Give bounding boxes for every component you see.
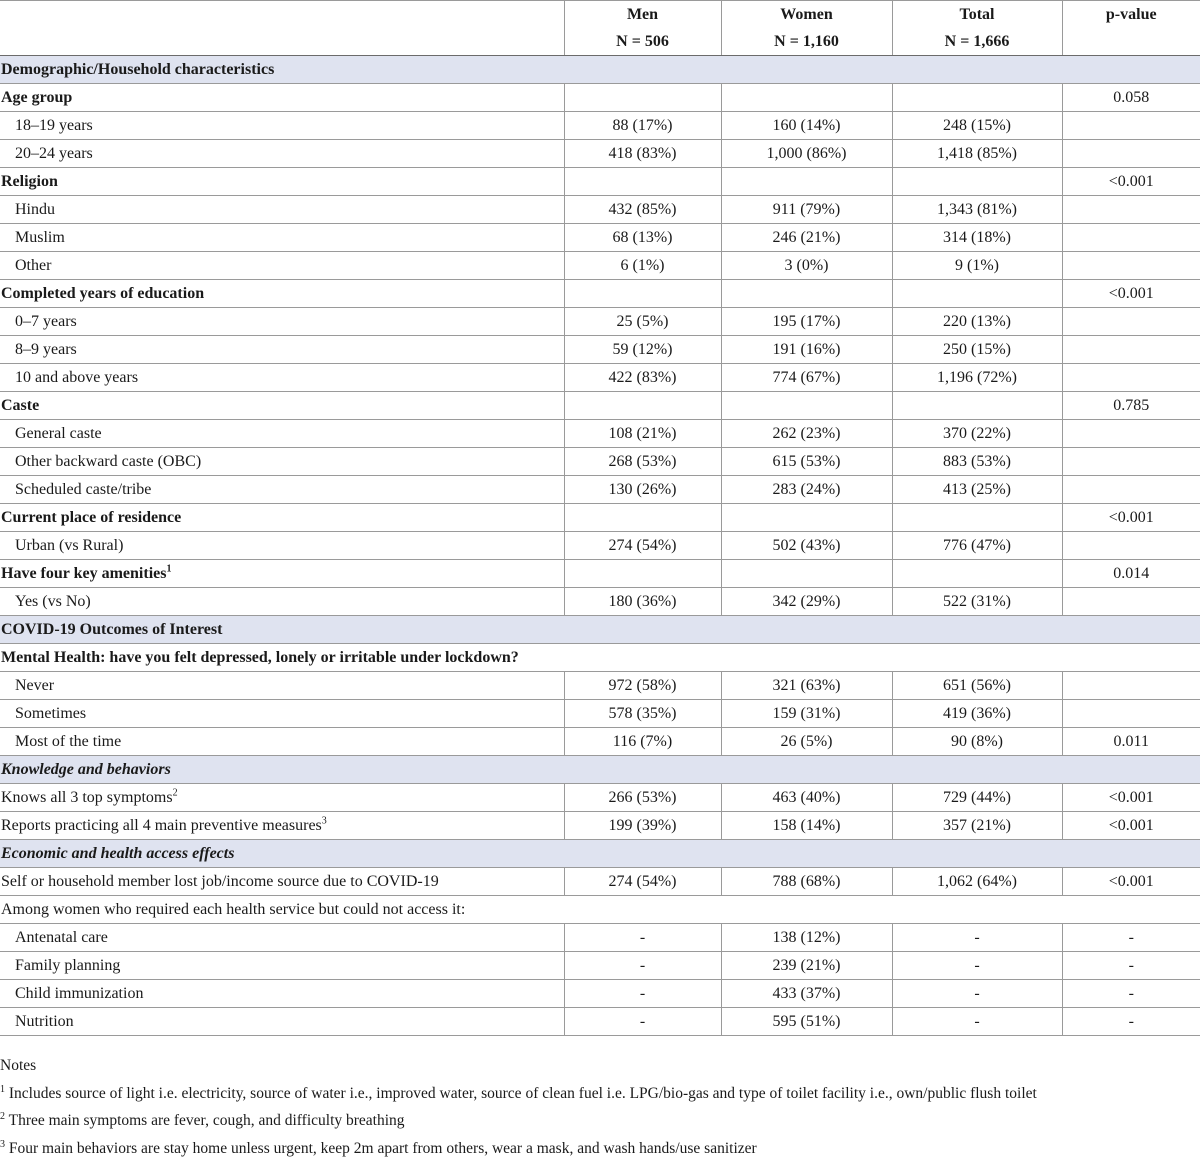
row-label-text: Urban (vs Rural) (15, 537, 124, 554)
row-label-text: COVID-19 Outcomes of Interest (1, 621, 223, 638)
cell-women: 262 (23%) (721, 420, 892, 448)
row-label (0, 812, 564, 840)
cell-total: 413 (25%) (892, 476, 1062, 504)
table-row (0, 1008, 1200, 1036)
group-row (0, 280, 1200, 308)
table-header (0, 1, 1200, 56)
note-1-text: Includes source of light i.e. electricity, source of water i.e., improved water, source of clean fuel i.e. LPG/bio-gas and type of toilet facility i.e., own/public flush toilet (5, 1084, 1037, 1102)
row-label-text: 10 and above years (15, 369, 139, 386)
footnote-mark: 3 (321, 815, 327, 827)
cell-total: - (892, 924, 1062, 952)
cell-women (721, 504, 892, 532)
header-blank-cell (0, 28, 564, 56)
row-label-text: Child immunization (15, 985, 144, 1002)
cell-men: 59 (12%) (564, 336, 721, 364)
cell-women: 321 (63%) (721, 672, 892, 700)
cell-women (721, 84, 892, 112)
cell-p-value: 0.785 (1062, 392, 1200, 420)
cell-total: 883 (53%) (892, 448, 1062, 476)
subsection-header-row (0, 644, 1200, 672)
note-3-text: Four main behaviors are stay home unless urgent, keep 2m apart from others, wear a mask, and wash hands/use sanitizer (5, 1139, 757, 1157)
cell-p-value (1062, 308, 1200, 336)
row-label-text: Antenatal care (15, 929, 108, 946)
cell-p-value (1062, 112, 1200, 140)
row-label-text: Economic and health access effects (1, 845, 235, 862)
header-women-n: N = 1,160 (721, 28, 892, 56)
row-label-text: Among women who required each health service but could not access it: (1, 901, 466, 918)
cell-men: - (564, 1008, 721, 1036)
subsection-header-row (0, 896, 1200, 924)
table-row (0, 952, 1200, 980)
cell-men (564, 280, 721, 308)
header-men: Men (564, 1, 721, 29)
cell-men: 25 (5%) (564, 308, 721, 336)
section-header-row (0, 840, 1200, 868)
cell-total: 357 (21%) (892, 812, 1062, 840)
section-title (0, 896, 1200, 924)
cell-total: 1,196 (72%) (892, 364, 1062, 392)
row-label-text: Family planning (15, 957, 121, 974)
cell-men: 68 (13%) (564, 224, 721, 252)
row-label (0, 280, 564, 308)
row-label-text: Never (15, 677, 55, 694)
footnote-mark: 2 (172, 787, 178, 799)
cell-total: - (892, 1008, 1062, 1036)
cell-p-value (1062, 252, 1200, 280)
table-row (0, 140, 1200, 168)
table-row (0, 308, 1200, 336)
cell-total: 370 (22%) (892, 420, 1062, 448)
cell-total (892, 84, 1062, 112)
row-label-text: Religion (1, 173, 58, 190)
row-label (0, 700, 564, 728)
row-label-text: Other (15, 257, 52, 274)
row-label (0, 672, 564, 700)
group-row (0, 504, 1200, 532)
cell-women: 246 (21%) (721, 224, 892, 252)
cell-total (892, 392, 1062, 420)
cell-p-value: - (1062, 952, 1200, 980)
row-label-text: Current place of residence (1, 509, 182, 526)
row-label-text: Scheduled caste/tribe (15, 481, 152, 498)
cell-total: 419 (36%) (892, 700, 1062, 728)
cell-men: 268 (53%) (564, 448, 721, 476)
cell-men: 108 (21%) (564, 420, 721, 448)
cell-women: 595 (51%) (721, 1008, 892, 1036)
cell-women: 1,000 (86%) (721, 140, 892, 168)
cell-p-value (1062, 700, 1200, 728)
row-label (0, 196, 564, 224)
row-label (0, 168, 564, 196)
table-row (0, 224, 1200, 252)
row-label (0, 84, 564, 112)
footnote-mark: 1 (166, 563, 172, 575)
cell-p-value: <0.001 (1062, 504, 1200, 532)
row-label (0, 980, 564, 1008)
row-label-text: Caste (1, 397, 40, 414)
cell-women: 160 (14%) (721, 112, 892, 140)
table-row (0, 868, 1200, 896)
cell-p-value (1062, 448, 1200, 476)
cell-women: 502 (43%) (721, 532, 892, 560)
group-row (0, 168, 1200, 196)
cell-p-value: <0.001 (1062, 168, 1200, 196)
row-label-text: Mental Health: have you felt depressed, lonely or irritable under lockdown? (1, 649, 519, 666)
cell-total: 220 (13%) (892, 308, 1062, 336)
row-label-text: Reports practicing all 4 main preventive measures (1, 817, 322, 834)
cell-women: 158 (14%) (721, 812, 892, 840)
table-body (0, 56, 1200, 1036)
cell-p-value: 0.014 (1062, 560, 1200, 588)
row-label-text: Yes (vs No) (15, 593, 91, 610)
cell-p-value: 0.011 (1062, 728, 1200, 756)
row-label-text: Self or household member lost job/income source due to COVID-19 (1, 873, 439, 890)
note-3 (0, 1135, 1200, 1163)
row-label (0, 952, 564, 980)
cell-men: 972 (58%) (564, 672, 721, 700)
table-row (0, 364, 1200, 392)
group-row (0, 560, 1200, 588)
section-header-row (0, 616, 1200, 644)
header-total-n: N = 1,666 (892, 28, 1062, 56)
note-2-text: Three main symptoms are fever, cough, and difficulty breathing (5, 1112, 405, 1129)
cell-women: 239 (21%) (721, 952, 892, 980)
cell-total: 1,343 (81%) (892, 196, 1062, 224)
cell-men: 432 (85%) (564, 196, 721, 224)
note-2-mark: 2 (0, 1110, 5, 1122)
header-row-names (0, 1, 1200, 29)
cell-women (721, 280, 892, 308)
cell-total (892, 280, 1062, 308)
table-row (0, 924, 1200, 952)
cell-p-value (1062, 588, 1200, 616)
cell-men: 418 (83%) (564, 140, 721, 168)
cell-men: 180 (36%) (564, 588, 721, 616)
cell-p-value: <0.001 (1062, 280, 1200, 308)
header-p-value-n (1062, 28, 1200, 56)
cell-p-value: <0.001 (1062, 784, 1200, 812)
cell-total: 729 (44%) (892, 784, 1062, 812)
table-row (0, 448, 1200, 476)
cell-men (564, 504, 721, 532)
row-label-text: Most of the time (15, 733, 122, 750)
cell-p-value (1062, 224, 1200, 252)
note-1-mark: 1 (0, 1083, 5, 1095)
cell-men: 116 (7%) (564, 728, 721, 756)
section-title (0, 616, 1200, 644)
header-p-value: p-value (1062, 1, 1200, 29)
table-row (0, 420, 1200, 448)
cell-men: 266 (53%) (564, 784, 721, 812)
cell-total: 651 (56%) (892, 672, 1062, 700)
cell-men: - (564, 952, 721, 980)
row-label (0, 560, 564, 588)
cell-men: 88 (17%) (564, 112, 721, 140)
row-label (0, 728, 564, 756)
row-label (0, 588, 564, 616)
note-2 (0, 1107, 1200, 1135)
row-label-text: 20–24 years (15, 145, 93, 162)
cell-p-value (1062, 420, 1200, 448)
table-row (0, 196, 1200, 224)
note-1 (0, 1080, 1200, 1108)
cell-p-value: 0.058 (1062, 84, 1200, 112)
cell-men: 578 (35%) (564, 700, 721, 728)
row-label-text: Age group (1, 89, 73, 106)
cell-p-value (1062, 476, 1200, 504)
cell-women (721, 392, 892, 420)
table-row (0, 336, 1200, 364)
row-label (0, 364, 564, 392)
cell-p-value (1062, 532, 1200, 560)
cell-total: 248 (15%) (892, 112, 1062, 140)
section-title (0, 840, 1200, 868)
row-label (0, 420, 564, 448)
cell-p-value: <0.001 (1062, 868, 1200, 896)
cell-total: 9 (1%) (892, 252, 1062, 280)
row-label-text: Muslim (15, 229, 65, 246)
header-row-sample-sizes (0, 28, 1200, 56)
cell-men (564, 168, 721, 196)
cell-p-value (1062, 672, 1200, 700)
group-row (0, 392, 1200, 420)
table-row (0, 476, 1200, 504)
row-label-text: Hindu (15, 201, 55, 218)
header-total: Total (892, 1, 1062, 29)
table-row (0, 112, 1200, 140)
cell-men (564, 84, 721, 112)
cell-women: 342 (29%) (721, 588, 892, 616)
cell-women: 788 (68%) (721, 868, 892, 896)
row-label-text: Other backward caste (OBC) (15, 453, 202, 470)
row-label-text: 18–19 years (15, 117, 93, 134)
cell-total (892, 504, 1062, 532)
row-label-text: Sometimes (15, 705, 87, 722)
row-label (0, 112, 564, 140)
cell-total: 314 (18%) (892, 224, 1062, 252)
section-header-row (0, 756, 1200, 784)
header-men-n: N = 506 (564, 28, 721, 56)
cell-total: 250 (15%) (892, 336, 1062, 364)
cell-men: - (564, 924, 721, 952)
section-title (0, 756, 1200, 784)
table-row (0, 980, 1200, 1008)
row-label-text: Nutrition (15, 1013, 74, 1030)
cell-total (892, 168, 1062, 196)
row-label-text: 0–7 years (15, 313, 77, 330)
row-label (0, 532, 564, 560)
table-row (0, 812, 1200, 840)
row-label-text: Knowledge and behaviors (1, 761, 171, 778)
section-title (0, 644, 1200, 672)
cell-women: 463 (40%) (721, 784, 892, 812)
cell-women (721, 168, 892, 196)
header-blank-cell (0, 1, 564, 29)
table-row (0, 672, 1200, 700)
cell-men (564, 392, 721, 420)
cell-women (721, 560, 892, 588)
notes-title: Notes (0, 1057, 37, 1074)
note-3-mark: 3 (0, 1138, 5, 1150)
cell-p-value: <0.001 (1062, 812, 1200, 840)
group-row (0, 84, 1200, 112)
cell-women: 283 (24%) (721, 476, 892, 504)
cell-women: 195 (17%) (721, 308, 892, 336)
row-label (0, 140, 564, 168)
cell-women: 26 (5%) (721, 728, 892, 756)
cell-total: - (892, 952, 1062, 980)
row-label (0, 924, 564, 952)
cell-women: 3 (0%) (721, 252, 892, 280)
cell-total: 776 (47%) (892, 532, 1062, 560)
row-label-text: 8–9 years (15, 341, 77, 358)
cell-p-value (1062, 196, 1200, 224)
cell-p-value: - (1062, 924, 1200, 952)
cell-total: 90 (8%) (892, 728, 1062, 756)
row-label (0, 868, 564, 896)
row-label (0, 336, 564, 364)
cell-women: 911 (79%) (721, 196, 892, 224)
cell-p-value: - (1062, 980, 1200, 1008)
cell-women: 191 (16%) (721, 336, 892, 364)
cell-men: 274 (54%) (564, 868, 721, 896)
cell-p-value (1062, 364, 1200, 392)
cell-men: 274 (54%) (564, 532, 721, 560)
row-label (0, 1008, 564, 1036)
row-label-text: Have four key amenities (1, 565, 167, 582)
table-row (0, 700, 1200, 728)
section-title (0, 56, 1200, 84)
row-label-text: Completed years of education (1, 285, 205, 302)
row-label (0, 224, 564, 252)
row-label-text: Demographic/Household characteristics (1, 61, 275, 78)
section-header-row (0, 56, 1200, 84)
cell-women: 433 (37%) (721, 980, 892, 1008)
cell-total: 1,418 (85%) (892, 140, 1062, 168)
cell-total: 522 (31%) (892, 588, 1062, 616)
row-label (0, 308, 564, 336)
row-label (0, 252, 564, 280)
cell-total: - (892, 980, 1062, 1008)
cell-women: 615 (53%) (721, 448, 892, 476)
row-label (0, 392, 564, 420)
cell-men: 199 (39%) (564, 812, 721, 840)
cell-women: 138 (12%) (721, 924, 892, 952)
header-women: Women (721, 1, 892, 29)
table-row (0, 532, 1200, 560)
cell-men: - (564, 980, 721, 1008)
table-notes (0, 1052, 1200, 1162)
table-row (0, 252, 1200, 280)
table-row (0, 784, 1200, 812)
cell-p-value: - (1062, 1008, 1200, 1036)
cell-p-value (1062, 140, 1200, 168)
cell-men: 422 (83%) (564, 364, 721, 392)
cell-women: 774 (67%) (721, 364, 892, 392)
cell-men: 6 (1%) (564, 252, 721, 280)
table-row (0, 728, 1200, 756)
cell-total (892, 560, 1062, 588)
row-label-text: Knows all 3 top symptoms (1, 789, 173, 806)
row-label (0, 476, 564, 504)
cell-men (564, 560, 721, 588)
cell-women: 159 (31%) (721, 700, 892, 728)
cell-total: 1,062 (64%) (892, 868, 1062, 896)
row-label (0, 504, 564, 532)
table-row (0, 588, 1200, 616)
row-label (0, 784, 564, 812)
row-label (0, 448, 564, 476)
cell-p-value (1062, 336, 1200, 364)
row-label-text: General caste (15, 425, 102, 442)
cell-men: 130 (26%) (564, 476, 721, 504)
